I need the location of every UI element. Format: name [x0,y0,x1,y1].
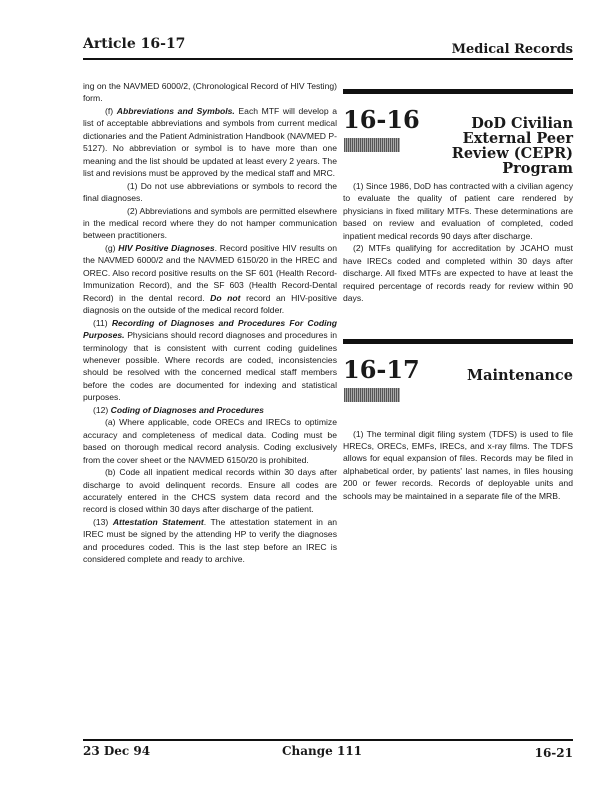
footer-rule [83,739,573,741]
paragraph-text: (a) Where applicable, code ORECs and IRECs to optimize accuracy and completeness of medical data. Coding must be based on thorough medical record analysis. Coding exclusively from the cover sheet or the NAVMED 6150/20 is prohibited. [83,417,337,465]
paragraph [83,80,337,105]
paragraph-text: (11) [93,317,112,328]
footer-page-number: 16-21 [534,746,573,760]
paragraph-text: (12) [93,404,111,415]
section-16-17-hatch [344,388,400,402]
section-16-16-hatch [344,138,400,152]
paragraph-text: (2) Abbreviations and symbols are permitted elsewhere in the medical record where they do not hamper communication between practitioners. [83,205,337,241]
paragraph-text: (1) Do not use abbreviations or symbols to record the final diagnoses. [83,180,337,204]
section-16-17-heading [343,344,573,424]
paragraph-text: . Record positive HIV results on the NAVMED 6000/2 and the NAVMED 6150/20 in the HREC and OREC. Also record positive results on the SF 601 (Health Record-Immunization Record), and the SF 603 (Health Record-Dental Record) in the dental record. [83,242,337,303]
paragraph-heading: Coding of Diagnoses and Procedures [110,404,264,415]
paragraph-heading: Abbreviations and Symbols. [116,105,235,116]
paragraph [83,242,337,317]
article-header: Article 16-17 [83,36,186,52]
paragraph [83,516,337,566]
section-16-16-number: 16-16 [343,105,420,134]
left-column [83,80,337,566]
paragraph [83,180,337,205]
section-16-17-number: 16-17 [343,354,420,384]
chapter-header: Medical Records [451,42,573,57]
paragraph [83,105,337,180]
paragraph-text: Physicians should record diagnoses and procedures in terminology that is consistent with current coding guidelines whenever possible. Where records are coded, inconsistencies should be resolved with the concerned medical staff members before the codes are documented for indexing and statistical purposes. [83,330,337,403]
paragraph-text: (f) [105,105,117,116]
paragraph [83,416,337,466]
paragraph-text: record an HIV-positive diagnosis on the outside of the medical record folder. [83,292,337,316]
paragraph-heading: Do not [210,292,241,303]
section-16-17-body [343,428,573,503]
paragraph-text: (13) [93,516,113,527]
paragraph-text: . The attestation statement in an IREC must be signed by the attending HP to verify the diagnoses and procedures coded. This is the last step before an IREC is considered complete and ready to archive. [83,516,338,565]
paragraph [83,317,337,404]
paragraph-heading: HIV Positive Diagnoses [118,242,215,253]
section-16-16-heading [343,94,573,176]
section-16-16-title: DoD Civilian External Peer Review (CEPR) Program [451,115,573,177]
header-rule [83,58,573,60]
paragraph-text: Each MTF will develop a list of acceptable abbreviations and symbols from current medical dictionaries and the Patient Administration Handbook (NAVMED P-5127). No abbreviation or symbol is to have more than one meaning and the list should be updated at least every 2 years. The list and revisions must be approved by the medical staff and MRC. [83,105,338,179]
paragraph [83,404,337,416]
section-16-16 [343,89,573,305]
section-16-17 [343,339,573,503]
paragraph: (1) The terminal digit filing system (TDFS) is used to file HRECs, ORECs, EMFs, IRECs, and x-ray films. The TDFS allows for equal expansion of files. Records may be filed in alphabetical order, by patients' last names, in files housing 200 or fewer records. Records of deployable units and schools may be maintained in a separate file of the MRB. [343,428,573,501]
paragraph-heading: Recording of Diagnoses and Procedures For Coding Purposes. [83,317,337,341]
paragraph [83,466,337,516]
paragraph: (2) MTFs qualifying for accreditation by JCAHO must have IRECs coded and completed within 30 days after discharge. All fixed MTFs are expected to have at least the required percentage of records ready for review within 90 days. [343,243,573,304]
paragraph: (1) Since 1986, DoD has contracted with a civilian agency to evaluate the quality of patient care rendered by physicians in fixed military MTFs. These determinations are based on review and evaluation of completed, coded inpatient medical records 90 days after discharge. [343,181,573,241]
right-column [343,89,573,502]
paragraph-text: (g) [105,242,119,253]
footer-date: 23 Dec 94 [83,744,151,758]
paragraph-heading: Attestation Statement [112,516,204,527]
section-16-17-title: Maintenance [467,366,573,384]
footer-change: Change 111 [282,744,363,758]
paragraph-text: ing on the NAVMED 6000/2, (Chronological Record of HIV Testing) form. [83,81,337,104]
paragraph-text: (b) Code all inpatient medical records within 30 days after discharge to avoid delinquent records. Ensure all codes are accurately entered in the CHCS system data record and the record is closed within 30 days after discharge of the patient. [83,467,337,515]
paragraph [83,205,337,242]
section-16-16-body [343,180,573,305]
